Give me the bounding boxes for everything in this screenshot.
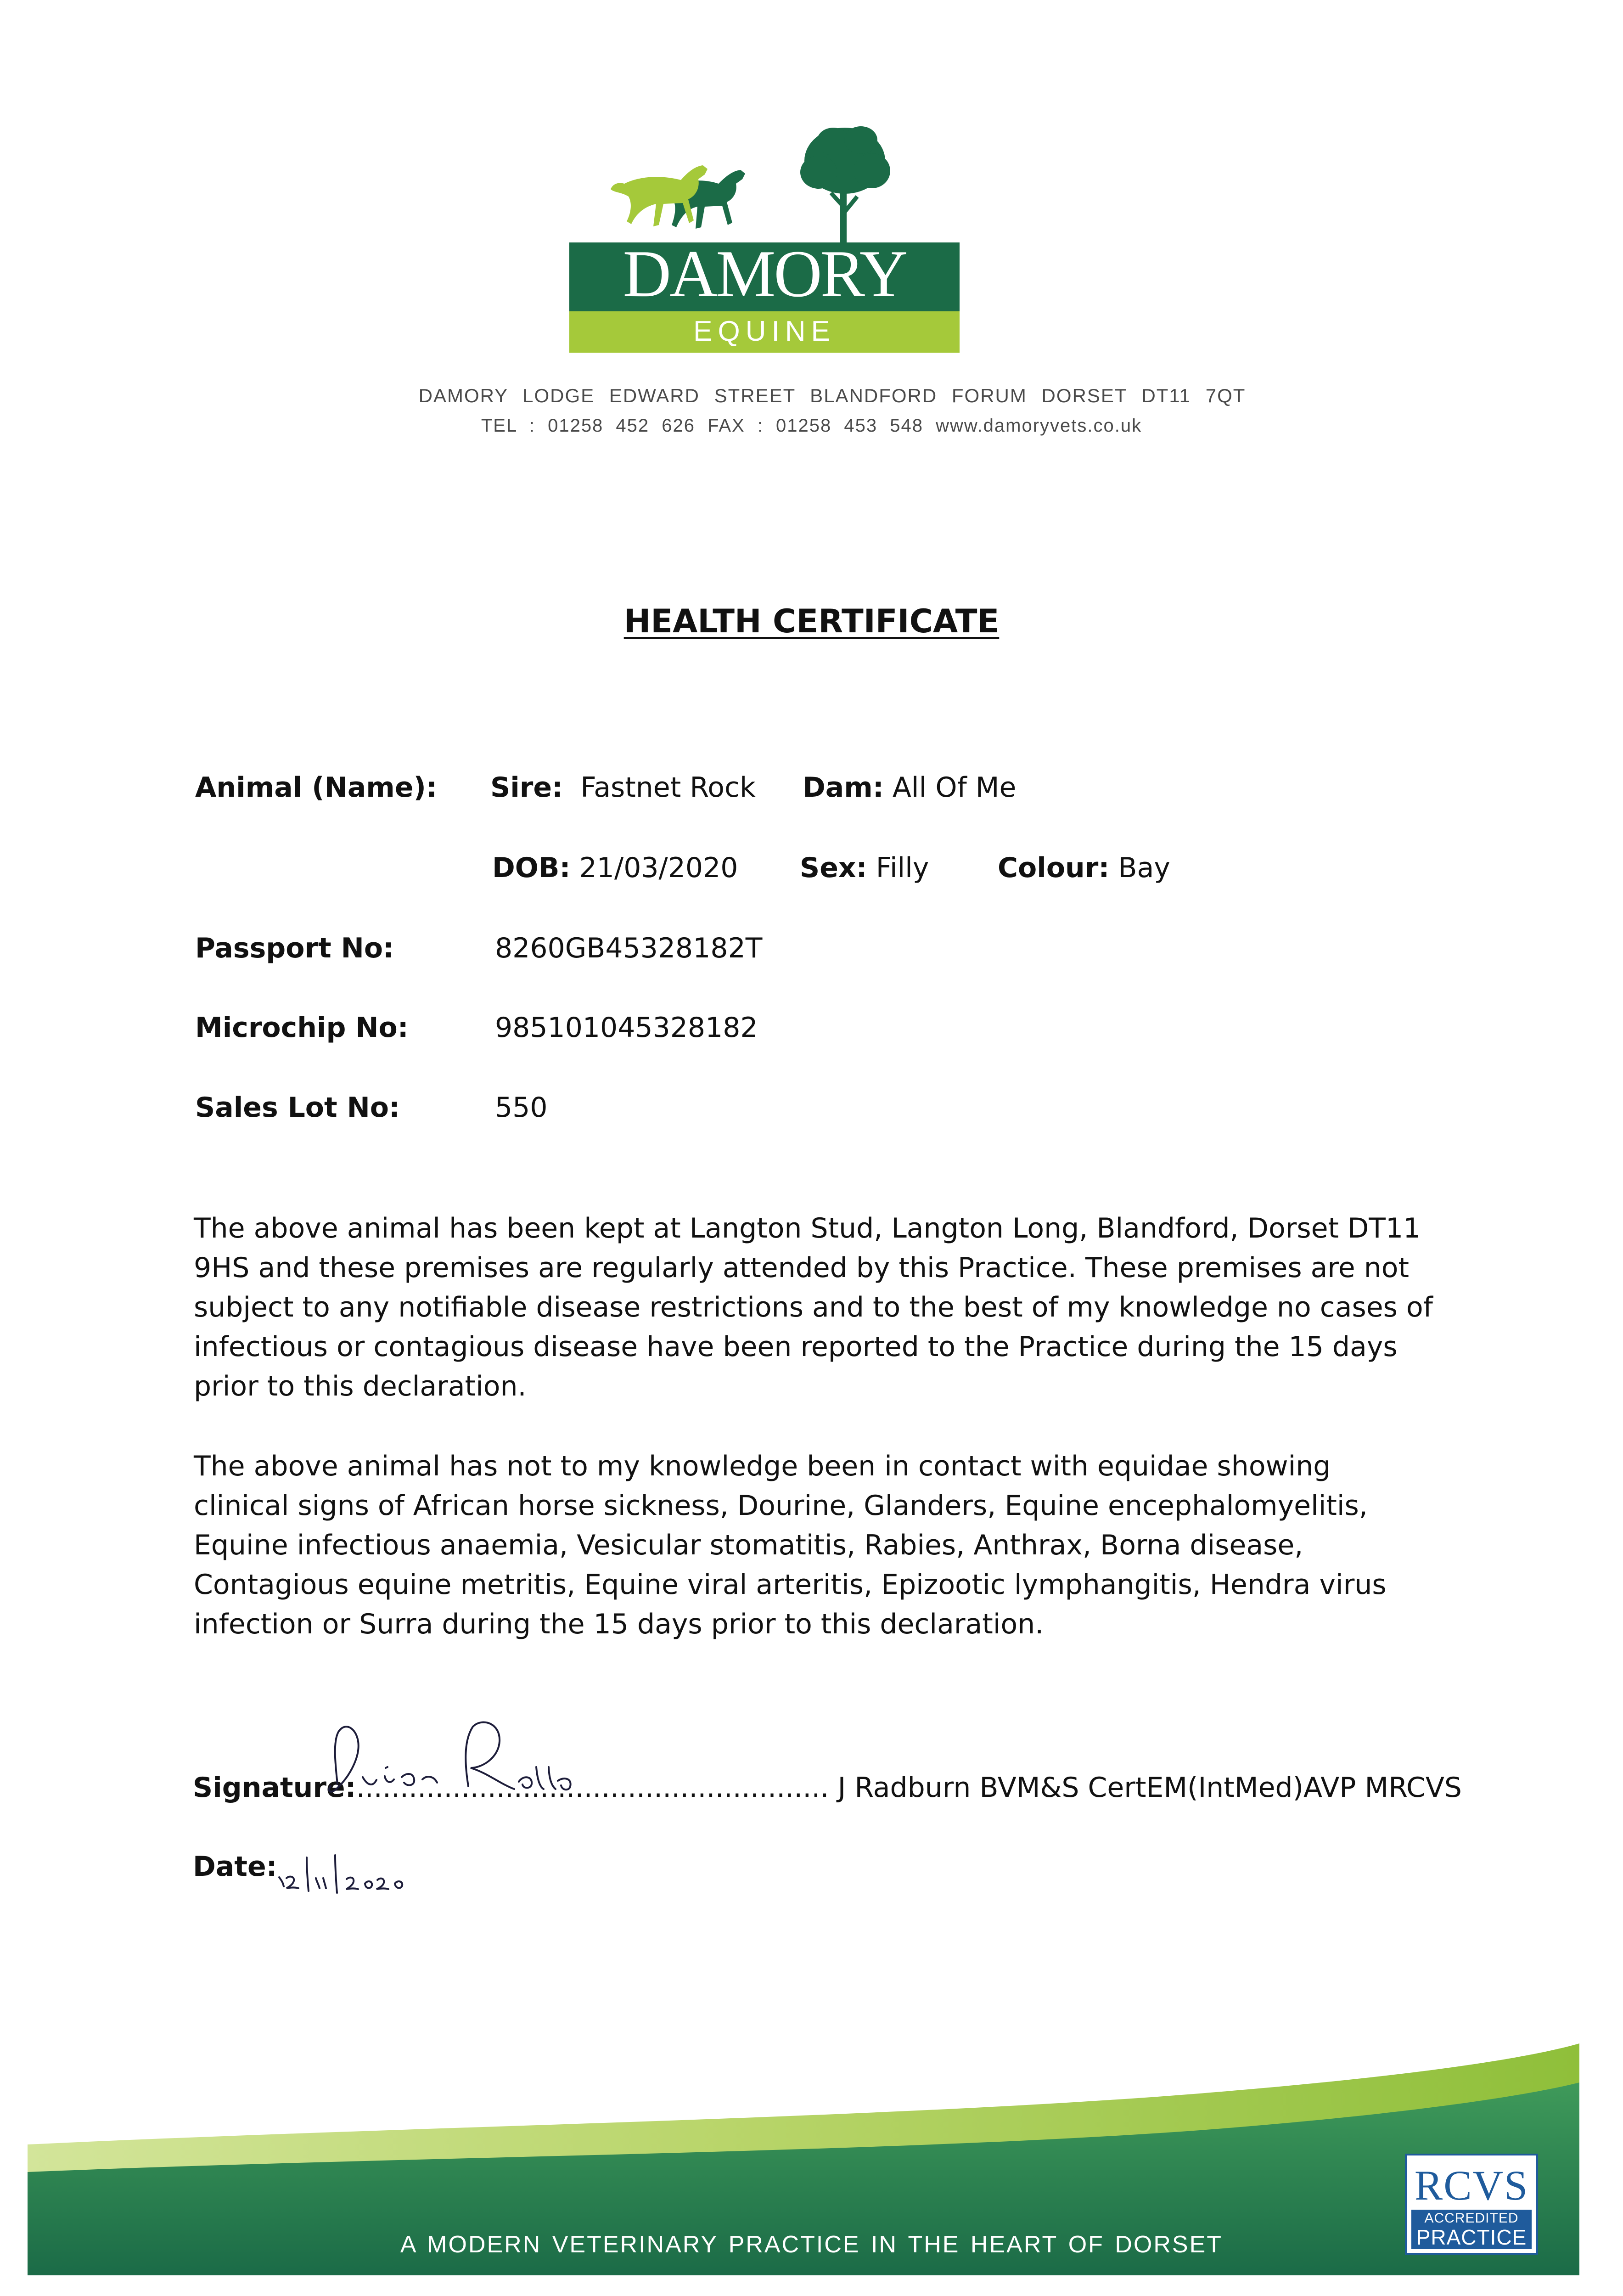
dob-value: 21/03/2020 bbox=[579, 852, 738, 884]
premises-declaration: The above animal has been kept at Langton Stud, Langton Long, Blandford, Dorset DT11 9HS and these premises are regularly attended by this Practice. These premises are not subject to any notifiable disease restrictions and to the best of my knowledge no cases of infectious or contagious disease have been reported to the Practice during the 15 days prior to this declaration. bbox=[194, 1212, 1433, 1402]
dob-field bbox=[492, 852, 738, 884]
rcvs-badge-box bbox=[1411, 2210, 1532, 2249]
signature-label: Signature: bbox=[193, 1772, 356, 1804]
sub-brand-name: EQUINE bbox=[693, 315, 836, 347]
dob-label: DOB: bbox=[492, 852, 571, 884]
sales-lot-value: 550 bbox=[495, 1092, 548, 1124]
sales-lot-label: Sales Lot No: bbox=[195, 1092, 400, 1124]
sire-label: Sire: bbox=[490, 771, 563, 804]
signatory-name: J Radburn BVM&S CertEM(IntMed)AVP MRCVS bbox=[837, 1772, 1462, 1804]
sex-value: Filly bbox=[876, 852, 929, 884]
sire-field bbox=[490, 771, 756, 804]
page-title: HEALTH CERTIFICATE bbox=[623, 602, 1000, 640]
passport-label: Passport No: bbox=[195, 932, 394, 964]
microchip-value: 985101045328182 bbox=[495, 1012, 758, 1044]
damory-equine-logo bbox=[567, 115, 962, 360]
signature-dots: ...................................................... bbox=[356, 1772, 829, 1804]
practice-address: DAMORY LODGE EDWARD STREET BLANDFORD FORUM DORSET DT11 7QT bbox=[418, 385, 1246, 406]
rcvs-badge-line1: ACCREDITED bbox=[1424, 2211, 1519, 2226]
colour-field bbox=[998, 852, 1170, 884]
practice-contact: TEL : 01258 452 626 FAX : 01258 453 548 www.damoryvets.co.uk bbox=[481, 416, 1142, 436]
tree-icon bbox=[800, 126, 890, 242]
rcvs-badge-title: RCVS bbox=[1414, 2162, 1529, 2209]
dam-field bbox=[803, 771, 1016, 804]
handwritten-date bbox=[271, 1837, 436, 1896]
date-label: Date: bbox=[193, 1851, 277, 1883]
colour-value: Bay bbox=[1118, 852, 1170, 884]
sire-value: Fastnet Rock bbox=[580, 771, 756, 804]
horses-icon bbox=[611, 165, 745, 229]
rcvs-badge-line2: PRACTICE bbox=[1416, 2225, 1527, 2249]
microchip-label: Microchip No: bbox=[195, 1012, 409, 1044]
sex-label: Sex: bbox=[800, 852, 867, 884]
rcvs-accredited-badge bbox=[1405, 2154, 1538, 2255]
animal-name-label: Animal (Name): bbox=[195, 771, 437, 804]
passport-value: 8260GB45328182T bbox=[495, 932, 763, 964]
dam-label: Dam: bbox=[803, 771, 884, 804]
colour-label: Colour: bbox=[998, 852, 1110, 884]
handwritten-signature bbox=[317, 1699, 629, 1809]
footer-slogan: A MODERN VETERINARY PRACTICE IN THE HEART OF DORSET bbox=[400, 2231, 1223, 2258]
disease-contact-declaration: The above animal has not to my knowledge been in contact with equidae showing clinical signs of African horse sickness, Dourine, Glanders, Equine encephalomyelitis, Equine infectious anaemia, Vesicular stomatitis, Rabies, Anthrax, Borna disease, Contagious equine metritis, Equine viral arteritis, Epizootic lymphangitis, Hendra virus infection or Surra during the 15 days prior to this declaration. bbox=[194, 1450, 1387, 1640]
brand-name: DAMORY bbox=[623, 236, 906, 311]
sex-field bbox=[800, 852, 929, 884]
dam-value: All Of Me bbox=[892, 771, 1016, 804]
